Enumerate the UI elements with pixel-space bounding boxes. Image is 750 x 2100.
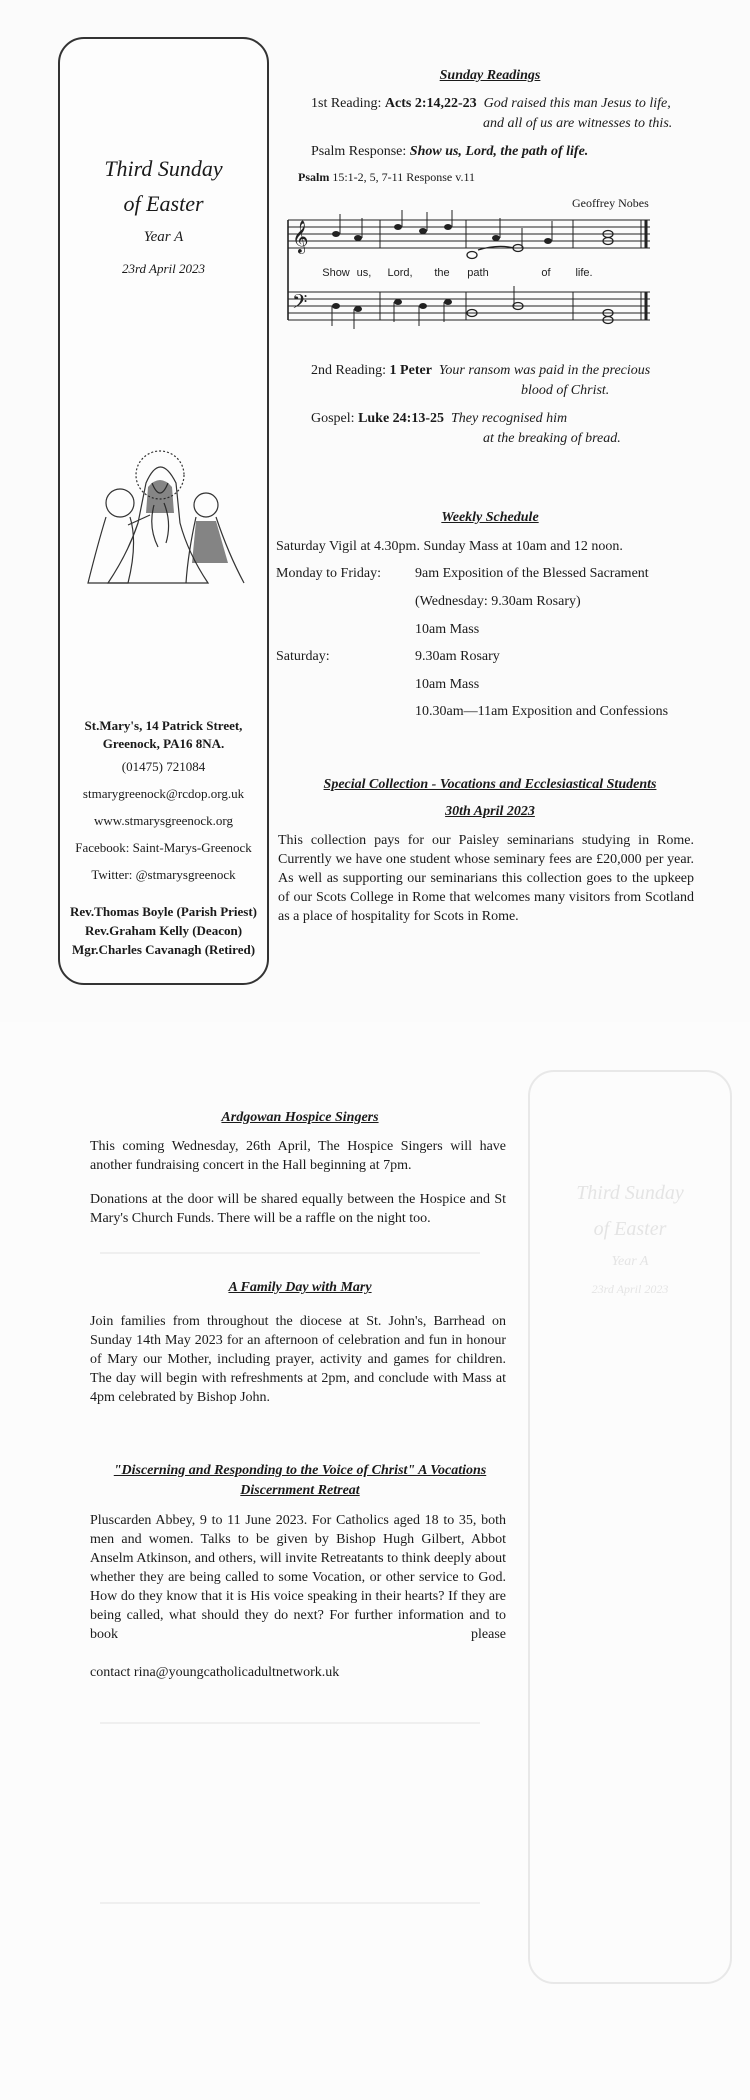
- psalm-response: [311, 142, 731, 161]
- first-reading: [311, 94, 731, 113]
- vigil-line: Saturday Vigil at 4.30pm. Sunday Mass at 10am and 12 noon.: [276, 539, 623, 554]
- retreat-contact: contact rina@youngcatholicadultnetwork.uk: [90, 1665, 340, 1680]
- first-reading-label: 1st Reading:: [311, 96, 382, 111]
- lyric-word: the: [434, 267, 450, 279]
- bulletin-page-2: [0, 1022, 750, 2100]
- saturday-item: 10am Mass: [415, 677, 480, 692]
- composer-name: Geoffrey Nobes: [572, 196, 649, 210]
- retreat-body: Pluscarden Abbey, 9 to 11 June 2023. For Catholics aged 18 to 35, both men and women. Talks to be given by Bishop Hugh Gilbert, Abbot Anselm Atkinson, and others, will invite Retreatants to think deeply about whether they are being called to some Vocation, or other service to God. How do they know that it is His voice speaking in their hearts? If they are being called, what should they do next? For further information and to book please: [90, 1513, 506, 1642]
- website-address: www.stmarysgreenock.org: [94, 813, 233, 828]
- email-address: stmarygreenock@rcdop.org.uk: [82, 786, 245, 801]
- saturday-label: Saturday:: [276, 649, 330, 664]
- gospel-reading: [311, 409, 731, 428]
- lyric-word: us,: [356, 267, 372, 279]
- lyric-word: Lord,: [387, 267, 413, 279]
- weekday-item: (Wednesday: 9.30am Rosary): [415, 594, 581, 609]
- lyric-word: life.: [575, 267, 593, 279]
- second-reading-text: Your ransom was paid in the precious: [438, 363, 651, 378]
- clergy-list: [60, 902, 267, 959]
- saturday-item: 10.30am—11am Exposition and Confessions: [415, 704, 669, 719]
- second-reading-ref: 1 Peter: [389, 363, 432, 378]
- hospice-para-2: Donations at the door will be shared equally between the Hospice and St Mary's Church Funds. There will be a raffle on the night too.: [90, 1192, 506, 1226]
- collection-date: 30th April 2023: [445, 804, 535, 819]
- parish-info-card: [58, 37, 269, 985]
- readings-heading: Sunday Readings: [439, 68, 541, 83]
- card-year: Year A: [143, 229, 184, 245]
- lyric-word: path: [467, 267, 489, 279]
- second-reading-text-cont: blood of Christ.: [521, 383, 610, 398]
- first-reading-text: God raised this man Jesus to life,: [483, 96, 671, 111]
- twitter-handle: Twitter: @stmarysgreenock: [91, 867, 236, 882]
- clergy-item: Rev.Graham Kelly (Deacon): [84, 923, 243, 938]
- first-reading-text-cont: and all of us are witnesses to this.: [483, 116, 673, 131]
- hospice-para-1: This coming Wednesday, 26th April, The Hospice Singers will have another fundraising concert in the Hall beginning at 7pm.: [90, 1139, 506, 1173]
- psalm-reference: Psalm 15:1-2, 5, 7-11 Response v.11: [298, 170, 476, 184]
- bulletin-page-1: [0, 0, 750, 1022]
- bleed-through-card: [528, 1070, 732, 1984]
- psalm-response-label: Psalm Response:: [311, 144, 407, 159]
- ghost-title-line2: of Easter: [593, 1218, 667, 1240]
- first-reading-ref: Acts 2:14,22-23: [384, 96, 477, 111]
- ghost-date: 23rd April 2023: [591, 1282, 669, 1296]
- gospel-text: They recognised him: [451, 411, 568, 426]
- second-reading: [311, 361, 731, 380]
- lyric-word: Show: [322, 267, 350, 279]
- gospel-text-cont: at the breaking of bread.: [483, 431, 621, 446]
- emmaus-illustration: [68, 443, 258, 593]
- card-title-line2: of Easter: [123, 191, 204, 216]
- psalm-response-text: Show us, Lord, the path of life.: [409, 144, 589, 159]
- weekday-item: 9am Exposition of the Blessed Sacrament: [415, 566, 649, 581]
- family-day-body: Join families from throughout the diocese at St. John's, Barrhead on Sunday 14th May 2023 for an afternoon of celebration and fun in honour of Mary our Mother, including prayer, activity and games for children. The day will begin with refreshments at 2pm, and conclude with Mass at 4pm celebrated by Bishop John.: [90, 1314, 506, 1405]
- address-line2: Greenock, PA16 8NA.: [102, 736, 225, 751]
- second-reading-label: 2nd Reading:: [311, 363, 387, 378]
- parish-contact-block: [60, 717, 267, 888]
- collection-heading: Special Collection - Vocations and Ecclesiastical Students: [323, 777, 657, 792]
- schedule-heading: Weekly Schedule: [441, 510, 539, 525]
- lyric-word: of: [541, 267, 551, 279]
- gospel-ref: Luke 24:13-25: [358, 411, 445, 426]
- weekday-item: 10am Mass: [415, 622, 480, 637]
- weekday-label: Monday to Friday:: [276, 566, 381, 581]
- psalm-music-score: [278, 210, 658, 340]
- clergy-item: Rev.Thomas Boyle (Parish Priest): [69, 904, 258, 919]
- retreat-heading-line1: "Discerning and Responding to the Voice of Christ" A Vocations: [113, 1463, 487, 1478]
- collection-body: This collection pays for our Paisley seminarians studying in Rome. Currently we have one student whose seminary fees are £20,000 per year. As well as supporting our seminarians this collection goes to the upkeep of our Scots College in Rome that welcomes many visitors from Scotland as a place of hospitality for Scots in Rome.: [278, 833, 694, 924]
- card-date: 23rd April 2023: [121, 261, 206, 276]
- ghost-year: Year A: [611, 1254, 649, 1269]
- ghost-title-line1: Third Sunday: [576, 1182, 684, 1204]
- saturday-item: 9.30am Rosary: [415, 649, 500, 664]
- family-day-heading: A Family Day with Mary: [228, 1280, 372, 1295]
- facebook-handle: Facebook: Saint-Marys-Greenock: [75, 840, 252, 855]
- svg-text:𝄞: 𝄞: [292, 220, 309, 253]
- card-title-line1: Third Sunday: [104, 156, 223, 181]
- clergy-item: Mgr.Charles Cavanagh (Retired): [71, 942, 256, 957]
- address-line1: St.Mary's, 14 Patrick Street,: [84, 718, 243, 733]
- retreat-heading-line2: Discernment Retreat: [240, 1483, 360, 1498]
- gospel-label: Gospel:: [311, 411, 355, 426]
- hospice-heading: Ardgowan Hospice Singers: [221, 1110, 379, 1125]
- phone-number: (01475) 721084: [121, 759, 206, 774]
- svg-text:𝄢: 𝄢: [292, 290, 308, 318]
